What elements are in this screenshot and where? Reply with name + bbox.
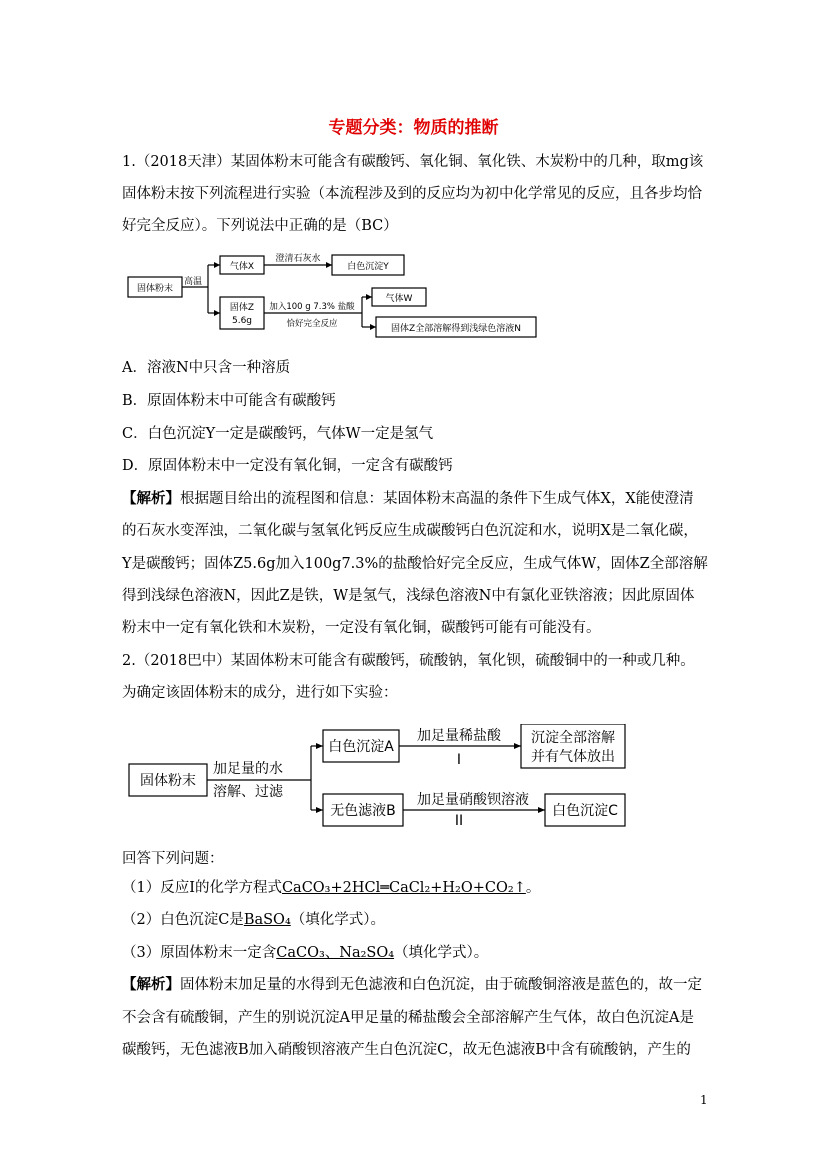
d1-gasX-label: 气体X bbox=[229, 262, 255, 272]
q2-ask: 回答下列问题： bbox=[122, 851, 224, 867]
d1-precipY-label: 白色沉淀Y bbox=[347, 262, 389, 272]
q1-option-b: B．原固体粉末中可能含有碳酸钙 bbox=[122, 393, 336, 409]
q2-analysis-line3: 碳酸钙，无色滤液B加入硝酸钡溶液产生白色沉淀C，故无色滤液B中含有硫酸钠，产生的 bbox=[122, 1042, 691, 1058]
d1-result-label: 固体Z全部溶解得到浅绿色溶液N bbox=[391, 324, 521, 334]
page-title: 专题分类：物质的推断 bbox=[328, 118, 499, 138]
q1-analysis-line4: 得到浅绿色溶液N，因此Z是铁，W是氢气，浅绿色溶液N中有氯化亚铁溶液；因此原固体 bbox=[122, 588, 695, 604]
d2-cond1-line2: 溶解、过滤 bbox=[213, 784, 283, 800]
d2-precipA-label: 白色沉淀A bbox=[328, 739, 394, 755]
q1-analysis-line5: 粉末中一定有氧化铁和木炭粉，一定没有氧化铜，碳酸钙可能有可能没有。 bbox=[122, 620, 601, 636]
q1-option-a: A．溶液N中只含一种溶质 bbox=[122, 360, 291, 376]
d2-roman2: II bbox=[454, 813, 464, 828]
d1-cond3-line2: 恰好完全反应 bbox=[286, 319, 338, 329]
q2-sub3-answer: CaCO₃、Na₂SO₄ bbox=[276, 945, 395, 961]
q2-analysis-line2: 不会含有硫酸铜，产生的别说沉淀A甲足量的稀盐酸会全部溶解产生气体，故白色沉淀A是 bbox=[122, 1010, 694, 1026]
d1-cond2-label: 澄清石灰水 bbox=[275, 254, 321, 264]
q1-stem-line2: 固体粉末按下列流程进行实验（本流程涉及到的反应均为初中化学常见的反应，且各步均恰 bbox=[122, 186, 702, 202]
d1-gasW-label: 气体W bbox=[385, 294, 413, 304]
q2-sub2: （2）白色沉淀C是BaSO₄（填化学式）。 bbox=[122, 912, 386, 928]
q1-analysis-line2: 的石灰水变浑浊，二氧化碳与氢氧化钙反应生成碳酸钙白色沉淀和水，说明X是二氧化碳， bbox=[122, 523, 698, 539]
d2-result1-line1: 沉淀全部溶解 bbox=[531, 730, 615, 746]
d1-cond1-label: 高温 bbox=[183, 277, 203, 287]
q1-analysis-line3: Y是碳酸钙；固体Z5.6g加入100g7.3%的盐酸恰好完全反应，生成气体W，固体Z全部溶解 bbox=[122, 556, 708, 572]
q2-stem-line2: 为确定该固体粉末的成分，进行如下实验： bbox=[122, 685, 398, 701]
q2-flow-diagram bbox=[125, 724, 635, 828]
q2-analysis-tag: 【解析】 bbox=[122, 976, 180, 993]
q1-flow-diagram bbox=[126, 250, 546, 346]
q2-stem-line1: 2.（2018巴中）某固体粉末可能含有碳酸钙，硫酸钠，氧化钡，硫酸铜中的一种或几种。 bbox=[122, 653, 695, 669]
d1-start-label: 固体粉末 bbox=[136, 284, 174, 294]
q2-sub2-answer: BaSO₄ bbox=[243, 912, 291, 928]
q2-analysis-line1: 【解析】固体粉末加足量的水得到无色滤液和白色沉淀，由于硫酸铜溶液是蓝色的，故一定 bbox=[122, 976, 702, 993]
d2-start-label: 固体粉末 bbox=[140, 773, 196, 789]
d2-result1-line2: 并有气体放出 bbox=[531, 749, 615, 765]
q2-sub1: （1）反应I的化学方程式CaCO₃+2HCl═CaCl₂+H₂O+CO₂↑。 bbox=[122, 880, 541, 896]
d2-roman1: I bbox=[456, 752, 462, 768]
q2-sub1-answer: CaCO₃+2HCl═CaCl₂+H₂O+CO₂↑ bbox=[281, 880, 526, 896]
q1-option-c: C．白色沉淀Y一定是碳酸钙，气体W一定是氢气 bbox=[122, 426, 434, 442]
q1-stem-line3: 好完全反应）。下列说法中正确的是（BC） bbox=[122, 218, 398, 234]
q1-option-d: D．原固体粉末中一定没有氧化铜，一定含有碳酸钙 bbox=[122, 458, 453, 474]
q1-analysis-tag: 【解析】 bbox=[122, 490, 180, 507]
page-number: 1 bbox=[700, 1093, 708, 1107]
d2-cond3-label: 加足量硝酸钡溶液 bbox=[417, 792, 529, 808]
d1-cond3-line1: 加入100 g 7.3% 盐酸 bbox=[269, 302, 355, 312]
d2-cond2-label: 加足量稀盐酸 bbox=[417, 728, 501, 744]
q1-analysis-line1: 【解析】根据题目给出的流程图和信息：某固体粉末高温的条件下生成气体X，X能使澄清 bbox=[122, 490, 694, 507]
q2-sub3: （3）原固体粉末一定含CaCO₃、Na₂SO₄（填化学式）。 bbox=[122, 945, 489, 961]
d1-solidZ-label: 固体Z bbox=[229, 303, 255, 313]
d2-cond1-line1: 加足量的水 bbox=[213, 761, 283, 777]
d2-filtrateB-label: 无色滤液B bbox=[330, 803, 396, 819]
d2-precipC-label: 白色沉淀C bbox=[552, 803, 618, 819]
d1-solidZ-mass: 5.6g bbox=[231, 316, 253, 326]
q1-stem-line1: 1.（2018天津）某固体粉末可能含有碳酸钙、氧化铜、氧化铁、木炭粉中的几种，取mg该 bbox=[122, 154, 704, 170]
